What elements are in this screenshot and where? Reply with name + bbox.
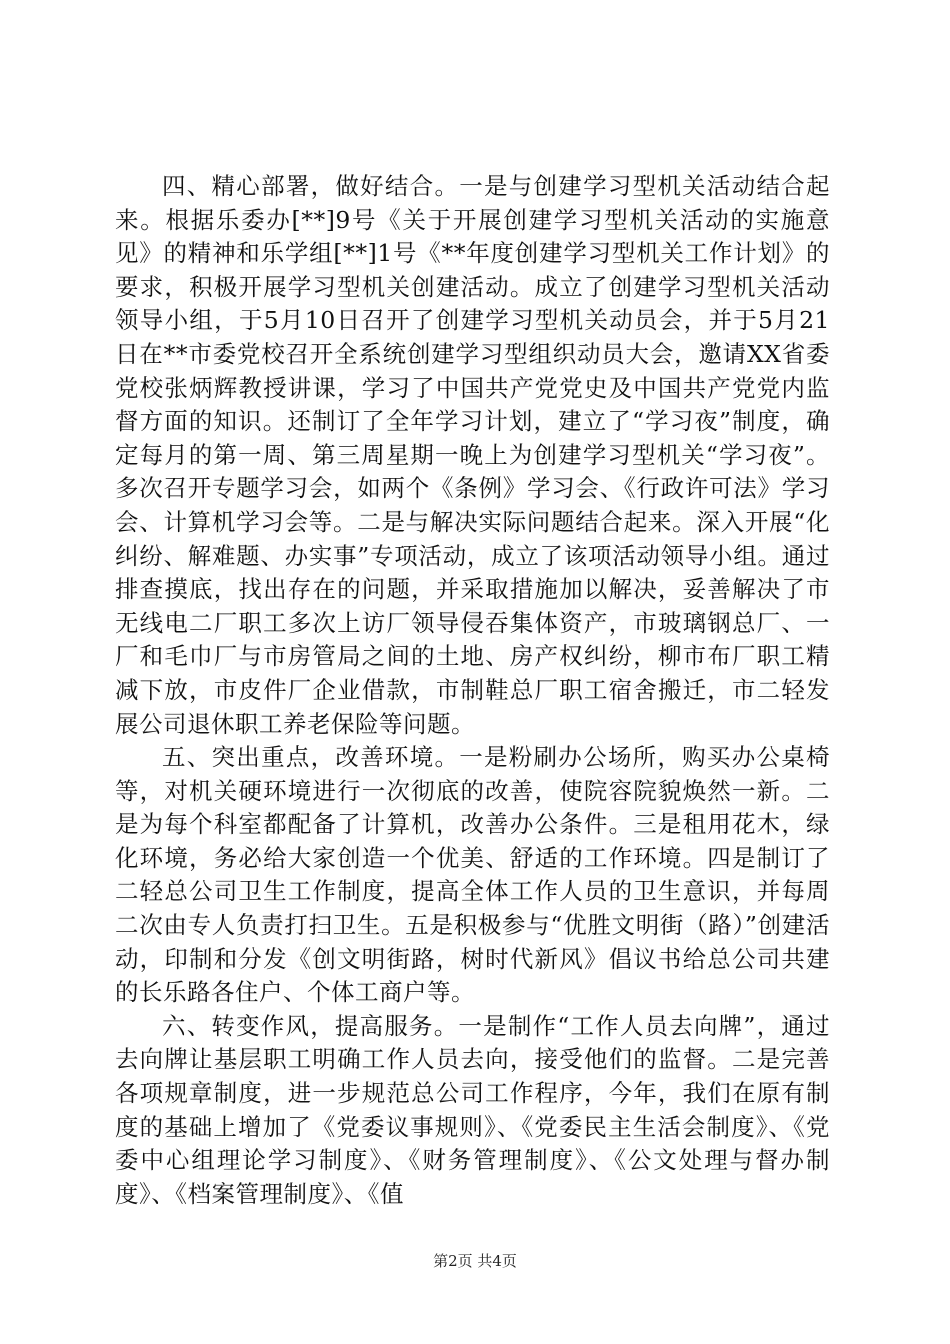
paragraph-section-5: 五、突出重点，改善环境。一是粉刷办公场所，购买办公桌椅等，对机关硬环境进行一次彻底的改善，使院容院貌焕然一新。二是为每个科室都配备了计算机，改善办公条件。三是租用花木，绿化环境，务必给大家创造一个优美、舒适的工作环境。四是制订了二轻总公司卫生工作制度，提高全体工作人员的卫生意识，并每周二次由专人负责打扫卫生。五是积极参与“优胜文明街（路）”创建活动，印制和分发《创文明街路，树时代新风》倡议书给总公司共建的长乐路各住户、个体工商户等。 xyxy=(115,743,830,1007)
page-number-footer: 第2页 共4页 xyxy=(433,1252,517,1270)
paragraph-section-4: 四、精心部署，做好结合。一是与创建学习型机关活动结合起来。根据乐委办[**]9号《关于开展创建学习型机关活动的实施意见》的精神和乐学组[**]1号《**年度创建学习型机关工作计划》的要求，积极开展学习型机关创建活动。成立了创建学习型机关活动领导小组，于5月10日召开了创建学习型机关动员会，并于5月21日在**市委党校召开全系统创建学习型组织动员大会，邀请XX省委党校张炳辉教授讲课，学习了中国共产党党史及中国共产党党内监督方面的知识。还制订了全年学习计划，建立了“学习夜”制度，确定每月的第一周、第三周星期一晚上为创建学习型机关“学习夜”。多次召开专题学习会，如两个《条例》学习会、《行政许可法》学习会、计算机学习会等。二是与解决实际问题结合起来。深入开展“化纠纷、解难题、办实事”专项活动，成立了该项活动领导小组。通过排查摸底，找出存在的问题，并采取措施加以解决，妥善解决了市无线电二厂职工多次上访厂领导侵吞集体资产，市玻璃钢总厂、一厂和毛巾厂与市房管局之间的土地、房产权纠纷，柳市布厂职工精减下放，市皮件厂企业借款，市制鞋总厂职工宿舍搬迁，市二轻发展公司退休职工养老保险等问题。 xyxy=(115,172,830,738)
paragraph-section-6: 六、转变作风，提高服务。一是制作“工作人员去向牌”，通过去向牌让基层职工明确工作人员去向，接受他们的监督。二是完善各项规章制度，进一步规范总公司工作程序，今年，我们在原有制度的基础上增加了《党委议事规则》、《党委民主生活会制度》、《党委中心组理论学习制度》、《财务管理制度》、《公文处理与督办制度》、《档案管理制度》、《值 xyxy=(115,1011,830,1208)
document-body xyxy=(115,170,830,1211)
